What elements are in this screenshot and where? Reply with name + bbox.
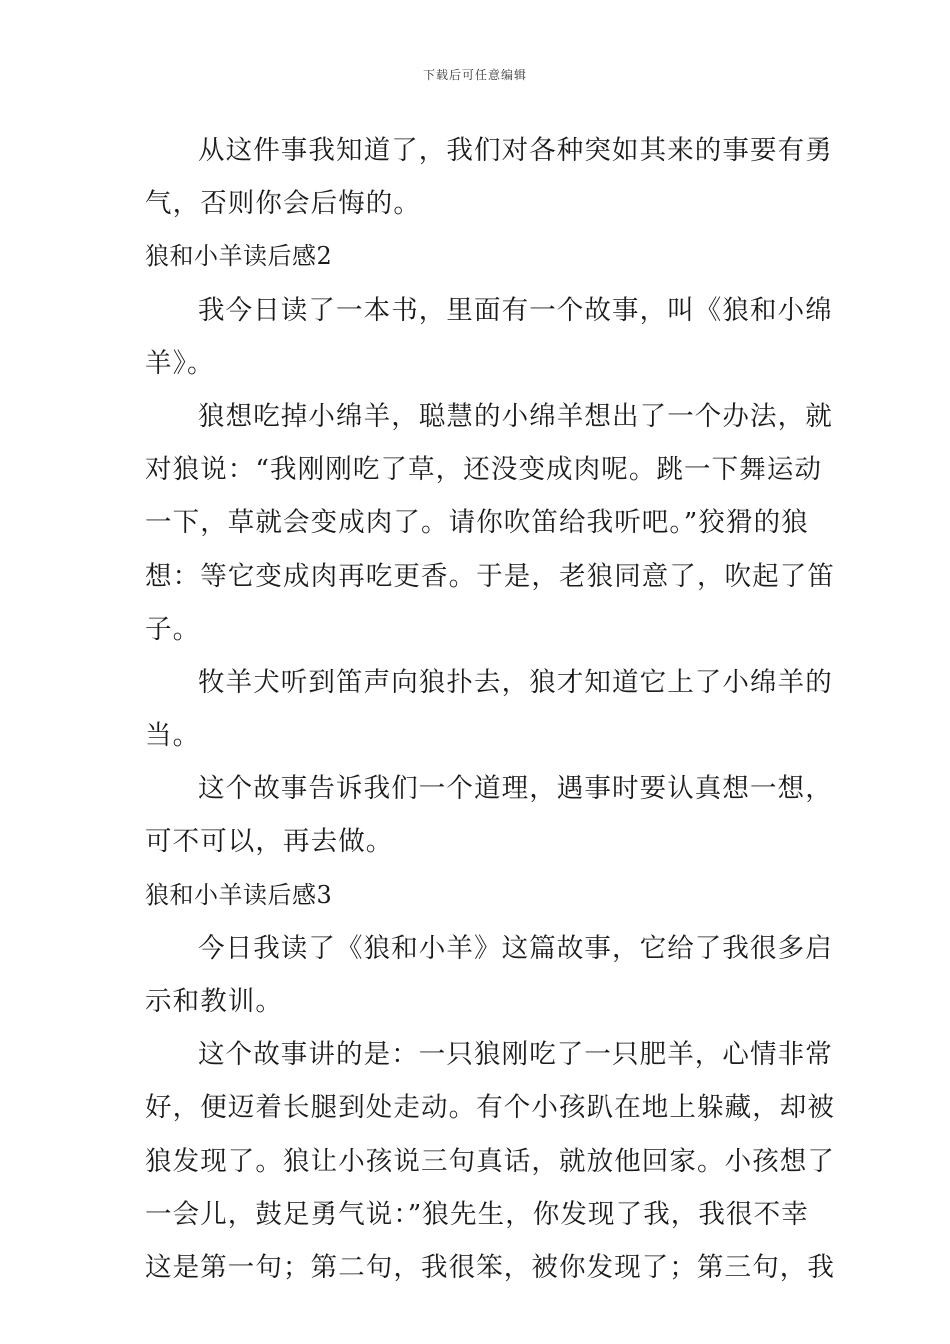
paragraph-line: 子。 <box>145 613 201 645</box>
paragraph-line: 气，否则你会后悔的。 <box>145 188 421 220</box>
paragraph-line: 从这件事我知道了，我们对各种突如其来的事要有勇 <box>198 135 833 166</box>
document-body <box>145 124 835 1294</box>
paragraph-line: 示和教训。 <box>145 986 283 1017</box>
paragraph-line: 一下，草就会变成肉了。请你吹笛给我听吧。”狡猾的狼 <box>145 507 809 539</box>
section-heading: 狼和小羊读后感3 <box>145 880 333 909</box>
paragraph-line: 狼想吃掉小绵羊，聪慧的小绵羊想出了一个办法，就 <box>198 400 833 432</box>
paragraph-line: 一会儿，鼓足勇气说：”狼先生，你发现了我，我很不幸 <box>145 1198 809 1230</box>
paragraph-line: 这个故事讲的是：一只狼刚吃了一只肥羊，心情非常 <box>198 1039 833 1071</box>
paragraph-line: 狼发现了。狼让小孩说三句真话，就放他回家。小孩想了 <box>145 1145 835 1177</box>
paragraph-line: 今日我读了《狼和小羊》这篇故事，它给了我很多启 <box>198 932 833 964</box>
paragraph-line: 我今日读了一本书，里面有一个故事，叫《狼和小绵 <box>198 294 833 326</box>
section-heading: 狼和小羊读后感2 <box>145 242 333 271</box>
paragraph-line: 这是第一句；第二句，我很笨，被你发现了；第三句，我 <box>145 1251 835 1283</box>
paragraph-line: 对狼说：“我刚刚吃了草，还没变成肉呢。跳一下舞运动 <box>145 454 823 486</box>
paragraph-line: 羊》。 <box>145 347 215 379</box>
paragraph-line: 当。 <box>145 720 201 752</box>
paragraph-line: 想：等它变成肉再吃更香。于是，老狼同意了，吹起了笛 <box>145 560 835 592</box>
paragraph-line: 这个故事告诉我们一个道理，遇事时要认真想一想， <box>198 773 833 805</box>
paragraph-line: 可不可以，再去做。 <box>145 826 394 858</box>
page-header-note: 下载后可任意编辑 <box>422 68 527 82</box>
paragraph-line: 牧羊犬听到笛声向狼扑去，狼才知道它上了小绵羊的 <box>198 666 833 698</box>
paragraph-line: 好，便迈着长腿到处走动。有个小孩趴在地上躲藏，却被 <box>145 1092 835 1124</box>
